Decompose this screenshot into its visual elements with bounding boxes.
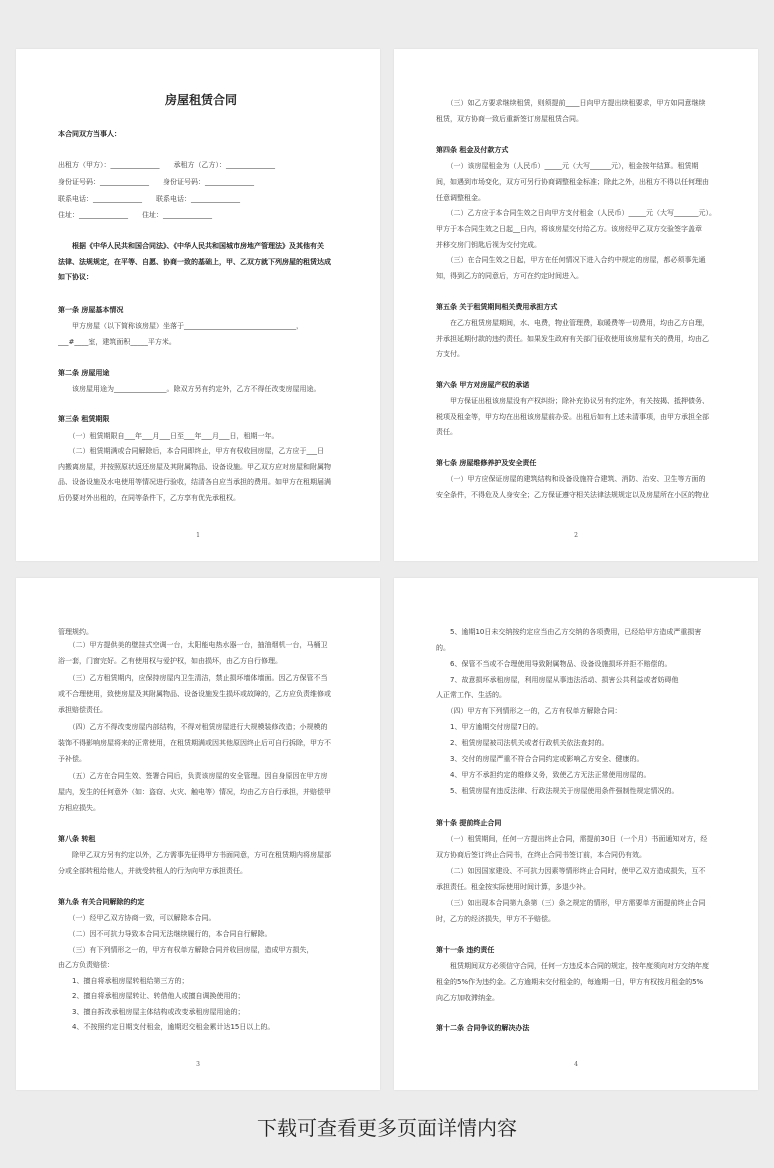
text-line: 知，得到乙方的同意后，方可在约定时间进入。 (436, 272, 583, 280)
text-line: （二）因不可抗力导致本合同无法继续履行的，本合同自行解除。 (58, 930, 272, 938)
text-line: （一）租赁期限自___年___月___日至___年___月___日，租期一年。 (58, 432, 279, 440)
text-line: 并移交房门钥匙后视为交付完成。 (436, 241, 541, 249)
text-line: 时，乙方的经济损失，甲方不予赔偿。 (436, 915, 555, 923)
text-line: 5、租赁房屋有违反法律、行政法规关于房屋使用条件强制性规定情况的。 (436, 787, 679, 795)
text-line: 除甲乙双方另有约定以外，乙方需事先征得甲方书面同意，方可在租赁期内将房屋部 (58, 851, 331, 859)
text-line: 后仍要对外出租的，在同等条件下，乙方享有优先承租权。 (58, 494, 240, 502)
text-line: 予补偿。 (58, 755, 86, 763)
text-line: 由乙方负责赔偿： (58, 961, 114, 969)
document-page-3 (16, 578, 380, 1090)
section-heading: 第八条 转租 (58, 835, 96, 843)
text-line: 甲方房屋（以下简称该房屋）坐落于________________________________， (58, 322, 303, 330)
text-line: 5、逾期10日未交纳按约定应当由乙方交纳的各项费用，已经给甲方造成严重损害 (436, 628, 702, 636)
text-line: 2、擅自将承租房屋转让、转借他人或擅自调换使用的； (58, 992, 245, 1000)
text-line: 甲方于本合同生效之日起__日内，将该房屋交付给乙方。该房经甲乙双方交验签字盖章 (436, 225, 702, 233)
section-heading: 第十条 提前终止合同 (436, 819, 502, 827)
page-number: 2 (574, 532, 578, 539)
text-line: （三）如乙方要求继续租赁，则须提前____日向甲方提出续租要求，甲方如同意继续 (436, 99, 706, 107)
text-line: 的。 (436, 644, 450, 652)
text-line: 租金的5%作为违约金。乙方逾期未交付租金的，每逾期一日，甲方有权按月租金的5% (436, 978, 704, 986)
text-line: （三）如出现本合同第九条第（三）条之规定的情形，甲方需要单方面提前终止合同 (436, 899, 706, 907)
text-line: 联系电话：______________ 联系电话：______________ (58, 195, 240, 203)
text-line: 甲方保证出租该房屋没有产权纠纷；除补充协议另有约定外，有关按揭、抵押债务、 (436, 397, 709, 405)
text-line: （五）乙方在合同生效、签署合同后，负责该房屋的安全管理。因自身原因在甲方房 (58, 772, 328, 780)
text-line: 1、擅自将承租房屋转租给第三方的； (58, 977, 189, 985)
document-title: 房屋租赁合同 (164, 93, 237, 107)
text-line: 7、故意损坏承租房屋，利用房屋从事违法活动、损害公共利益或者妨碍他 (436, 676, 679, 684)
text-line: 管理规约。 (58, 628, 93, 636)
text-line: 在乙方租赁房屋期间，水、电费，物业管理费，取暖费等一切费用，均由乙方自理， (436, 319, 709, 327)
text-line: （四）乙方不得改变房屋内部结构，不得对租赁房屋进行大规模装修改造；小规模的 (58, 723, 328, 731)
section-heading: 根据《中华人民共和国合同法》、《中华人民共和国城市房地产管理法》及其他有关 (58, 242, 324, 250)
text-line: 内搬离房屋，并按照原状返还房屋及其附属物品、设备设施。甲乙双方应对房屋和附属物 (58, 463, 331, 471)
text-line: （三）有下列情形之一的，甲方有权单方解除合同并收回房屋，造成甲方损失， (58, 946, 314, 954)
section-heading: 第一条 房屋基本情况 (58, 306, 124, 314)
text-line: 方相应损失。 (58, 804, 100, 812)
text-line: 人正常工作、生活的。 (436, 691, 506, 699)
text-line: 6、保管不当或不合理使用导致附属物品、设备设施损坏并拒不赔偿的。 (436, 660, 672, 668)
section-heading: 第九条 有关合同解除的约定 (58, 898, 145, 906)
text-line: 方支付。 (436, 350, 464, 358)
text-line: （二）乙方应于本合同生效之日向甲方支付租金（人民币）_____元（大写_______元）。 (436, 209, 716, 217)
text-line: 安全条件，不得危及人身安全；乙方保证遵守相关法律法规规定以及房屋所在小区的物业 (436, 491, 709, 499)
text-line: （一）租赁期间，任何一方提出终止合同，需提前30日（一个月）书面通知对方，经 (436, 835, 708, 843)
text-line: 浴一套，门窗完好。乙有使用权与爱护权，如由损坏，由乙方自行修理。 (58, 657, 282, 665)
text-line: 出租方（甲方）：______________ 承租方（乙方）：______________ (58, 161, 275, 169)
text-line: 税项及租金等，甲方均在出租该房屋前办妥。出租后如有上述未清事项，由甲方承担全部 (436, 413, 709, 421)
text-line: 身份证号码：______________ 身份证号码：______________ (58, 178, 254, 186)
text-line: 承担赔偿责任。 (58, 706, 107, 714)
text-line: ___#____室，建筑面积_____平方米。 (58, 338, 176, 346)
text-line: 租赁，双方协商一致后重新签订房屋租赁合同。 (436, 115, 583, 123)
section-heading: 第二条 房屋用途 (58, 369, 110, 377)
text-line: （一）甲方应保证房屋的建筑结构和设备设施符合建筑、消防、治安、卫生等方面的 (436, 475, 706, 483)
text-line: 屋内，发生的任何意外（如：盗窃、火灾、触电等）情况，均由乙方自行承担，并赔偿甲 (58, 788, 331, 796)
section-heading: 本合同双方当事人： (58, 130, 121, 138)
section-heading: 第十一条 违约责任 (436, 946, 495, 954)
text-line: （二）如因国家建设、不可抗力因素等情形终止合同时，使甲乙双方造成损失，互不 (436, 867, 706, 875)
section-heading: 如下协议： (58, 273, 93, 281)
text-line: （二）租赁期满或合同解除后，本合同即终止，甲方有权收回房屋，乙方应于___日 (58, 447, 324, 455)
download-more-banner[interactable]: 下载可查看更多页面详情内容 (257, 1116, 517, 1140)
text-line: 装饰不得影响房屋将来的正常使用，在租赁期满或因其他原因终止后可自行拆除，甲方不 (58, 739, 331, 747)
text-line: 承担责任。租金按实际使用时间计算，多退少补。 (436, 883, 590, 891)
section-heading: 第三条 租赁期限 (58, 415, 110, 423)
text-line: （二）甲方提供美的壁挂式空调一台，太阳能电热水器一台，抽油烟机一台，马桶卫 (58, 641, 328, 649)
section-heading: 第七条 房屋维修养护及安全责任 (436, 459, 537, 467)
text-line: 任意调整租金。 (436, 194, 485, 202)
page-number: 3 (196, 1061, 200, 1068)
text-line: 3、交付的房屋严重不符合合同约定或影响乙方安全、健康的。 (436, 755, 644, 763)
document-page-4 (394, 578, 758, 1090)
text-line: （三）在合同生效之日起，甲方在任何情况下进入合约中规定的房屋，都必须事先通 (436, 256, 706, 264)
text-line: 4、甲方不承担约定的维修义务，致使乙方无法正常使用房屋的。 (436, 771, 651, 779)
section-heading: 第十二条 合同争议的解决办法 (436, 1024, 530, 1032)
text-line: 责任。 (436, 428, 457, 436)
section-heading: 第五条 关于租赁期间相关费用承担方式 (436, 303, 558, 311)
text-line: 3、擅自拆改承租房屋主体结构或改变承租房屋用途的； (58, 1008, 245, 1016)
text-line: （一）该房屋租金为（人民币）_____元（大写______元），租金按年结算。租赁期 (436, 162, 699, 170)
document-page-1 (16, 49, 380, 561)
text-line: 并承担延期付款的违约责任。如果发生政府有关部门征收使用该房屋有关的费用，均由乙 (436, 335, 709, 343)
section-heading: 法律、法规规定，在平等、自愿、协商一致的基础上，甲、乙双方就下列房屋的租赁达成 (58, 258, 331, 266)
text-line: 住址：______________ 住址：______________ (58, 211, 212, 219)
page-number: 1 (196, 532, 200, 539)
section-heading: 第六条 甲方对房屋产权的承诺 (436, 381, 530, 389)
text-line: 1、甲方逾期交付房屋7日的。 (436, 723, 543, 731)
text-line: 或不合理使用，致使房屋及其附属物品、设备设施发生损坏或故障的，乙方应负责维修或 (58, 690, 331, 698)
page-number: 4 (574, 1061, 578, 1068)
text-line: 间，如遇到市场变化，双方可另行协商调整租金标准；除此之外，出租方不得以任何理由 (436, 178, 709, 186)
text-line: 该房屋用途为_______________。除双方另有约定外，乙方不得任改变房屋用途。 (58, 385, 321, 393)
text-line: 2、租赁房屋被司法机关或者行政机关依法查封的。 (436, 739, 609, 747)
text-line: 租赁期间双方必须信守合同，任何一方违反本合同的规定，按年度须向对方交纳年度 (436, 962, 709, 970)
text-line: 向乙方加收滞纳金。 (436, 994, 499, 1002)
text-line: （四）甲方有下列情形之一的，乙方有权单方解除合同： (436, 707, 622, 715)
text-line: 双方协商后签订终止合同书，在终止合同书签订前，本合同仍有效。 (436, 851, 646, 859)
text-line: 品、设备设施及水电使用等情况进行验收，结清各自应当承担的费用。如甲方在租期届满 (58, 478, 331, 486)
text-line: （三）乙方租赁期内，应保持房屋内卫生清洁，禁止损坏墙体墙面。因乙方保管不当 (58, 674, 328, 682)
section-heading: 第四条 租金及付款方式 (436, 146, 509, 154)
text-line: 分或全部转租给他人，并就受转租人的行为向甲方承担责任。 (58, 867, 247, 875)
text-line: 4、不按照约定日期支付租金，逾期迟交租金累计达15日以上的。 (58, 1023, 275, 1031)
text-line: （一）经甲乙双方协商一致，可以解除本合同。 (58, 914, 216, 922)
document-page-2 (394, 49, 758, 561)
